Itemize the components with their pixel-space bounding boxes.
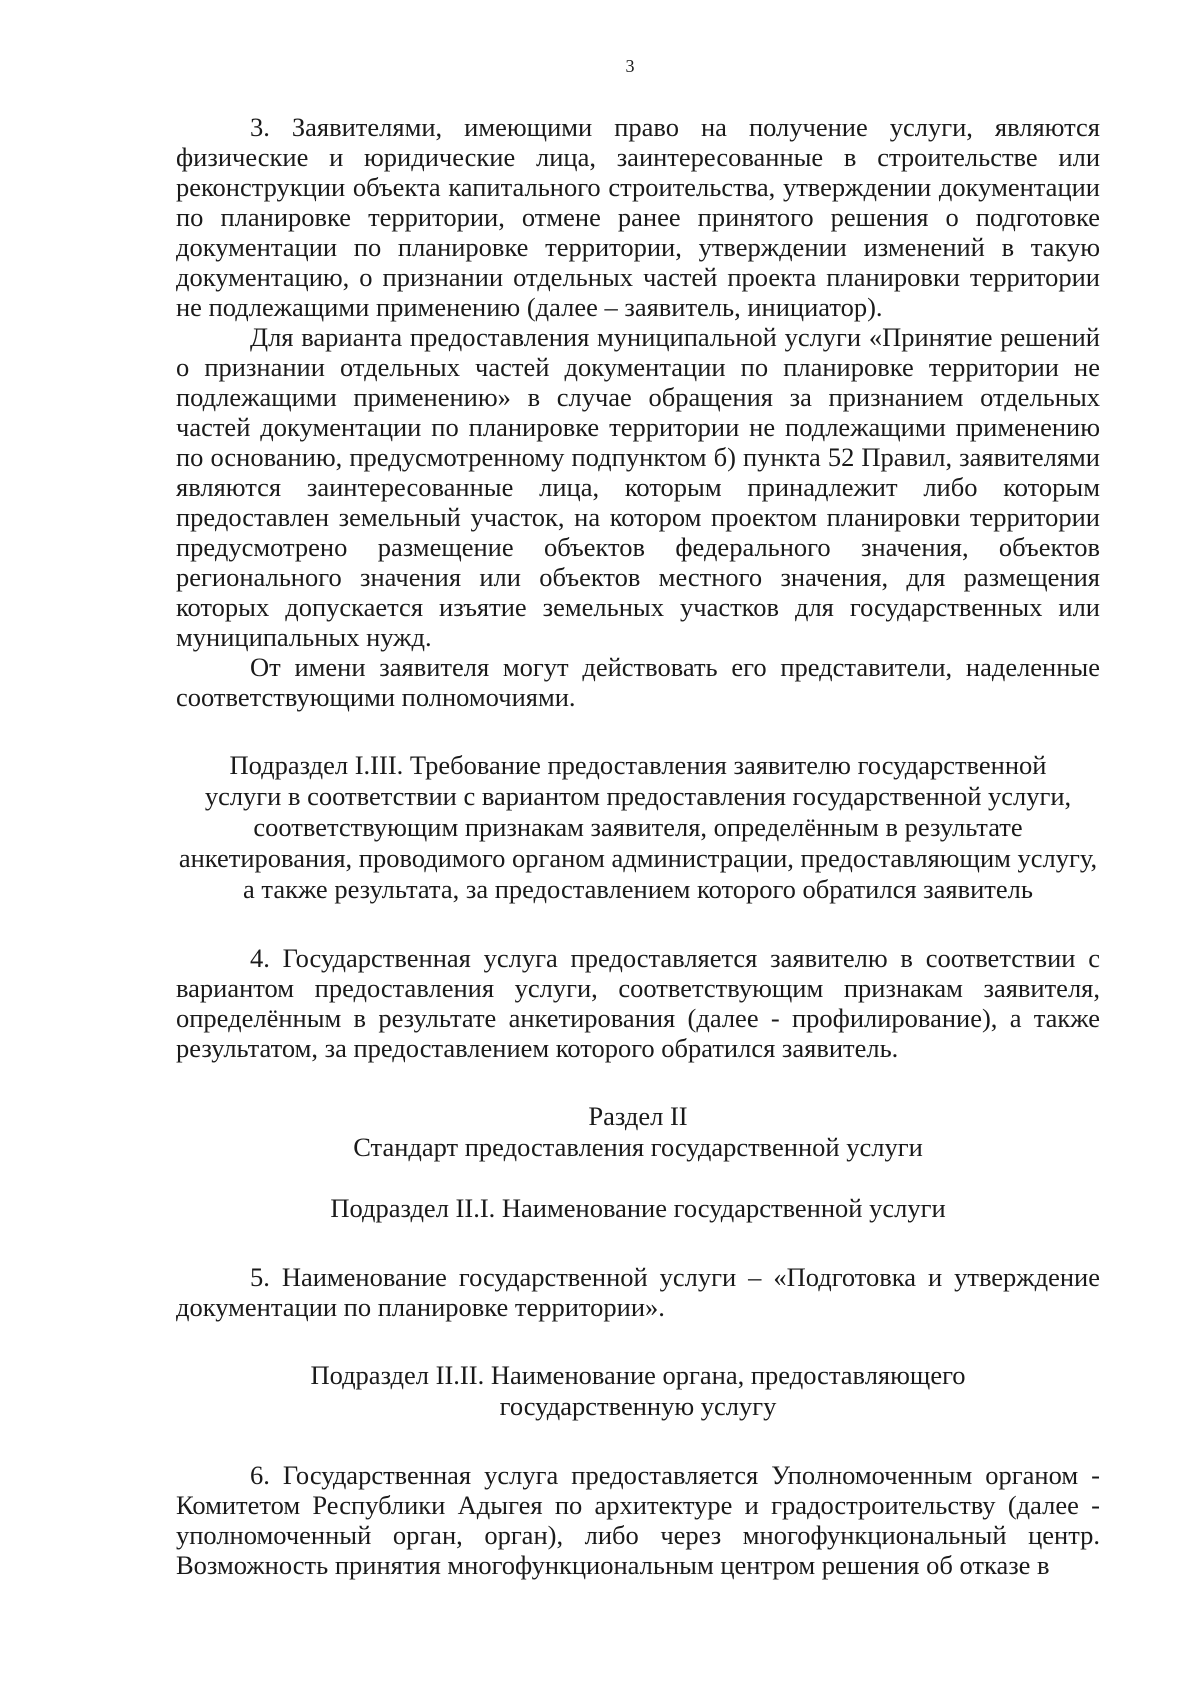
- page-number: 3: [625, 56, 635, 76]
- paragraph-3-representatives: От имени заявителя могут действовать его представители, наделенные соответствующими полномочиями.: [176, 652, 1100, 712]
- heading-line: государственную услугу: [499, 1391, 777, 1421]
- subsection-heading-2-1: Подраздел II.I. Наименование государственной услуги: [330, 1193, 946, 1223]
- paragraph-4: 4. Государственная услуга предоставляется заявителю в соответствии с вариантом предоставления услуги, соответствующим признакам заявителя, определённым в результате анкетирования (далее - профилирование), а также результатом, за предоставлением которого обратился заявитель.: [176, 943, 1100, 1063]
- subsection-heading-2-2: [176, 1360, 1100, 1422]
- subsection-heading-1-3: [176, 750, 1100, 905]
- heading-line: Подраздел I.III. Требование предоставления заявителю государственной: [229, 750, 1047, 780]
- spacer: [176, 1063, 1100, 1101]
- heading-line: а также результата, за предоставлением которого обратился заявитель: [243, 874, 1033, 904]
- section-title: Раздел II: [588, 1101, 688, 1131]
- spacer: [176, 905, 1100, 943]
- heading-line: анкетирования, проводимого органом администрации, предоставляющим услугу,: [178, 843, 1098, 873]
- spacer: [176, 1224, 1100, 1262]
- section-heading-2: [176, 1101, 1100, 1163]
- paragraph-6: 6. Государственная услуга предоставляется Уполномоченным органом - Комитетом Республики Адыгея по архитектуре и градостроительству (далее - уполномоченный орган, орган), либо через многофункциональный центр. Возможность принятия многофункциональным центром решения об отказе в: [176, 1460, 1100, 1580]
- paragraph-3: 3. Заявителями, имеющими право на получение услуги, являются физические и юридические лица, заинтересованные в строительстве или реконструкции объекта капитального строительства, утверждении документации по планировке территории, отмене ранее принятого решения о подготовке документации по планировке территории, утверждении изменений в такую документацию, о признании отдельных частей проекта планировки территории не подлежащими применению (далее – заявитель, инициатор).: [176, 112, 1100, 322]
- document-body: [176, 112, 1100, 1580]
- heading-line: Подраздел II.II. Наименование органа, предоставляющего: [310, 1360, 966, 1390]
- spacer: [176, 1422, 1100, 1460]
- spacer: [176, 1322, 1100, 1360]
- heading-line: соответствующим признакам заявителя, определённым в результате: [253, 812, 1023, 842]
- paragraph-5: 5. Наименование государственной услуги – «Подготовка и утверждение документации по планировке территории».: [176, 1262, 1100, 1322]
- section-subtitle: Стандарт предоставления государственной услуги: [353, 1132, 923, 1162]
- spacer: [176, 1163, 1100, 1193]
- heading-line: услуги в соответствии с вариантом предоставления государственной услуги,: [204, 781, 1072, 811]
- paragraph-3-variant: Для варианта предоставления муниципальной услуги «Принятие решений о признании отдельных частей документации по планировке территории не подлежащими применению» в случае обращения за признанием отдельных частей документации по планировке территории не подлежащими применению по основанию, предусмотренному подпунктом б) пункта 52 Правил, заявителями являются заинтересованные лица, которым принадлежит либо которым предоставлен земельный участок, на котором проектом планировки территории предусмотрено размещение объектов федерального значения, объектов регионального значения или объектов местного значения, для размещения которых допускается изъятие земельных участков для государственных или муниципальных нужд.: [176, 322, 1100, 652]
- spacer: [176, 712, 1100, 750]
